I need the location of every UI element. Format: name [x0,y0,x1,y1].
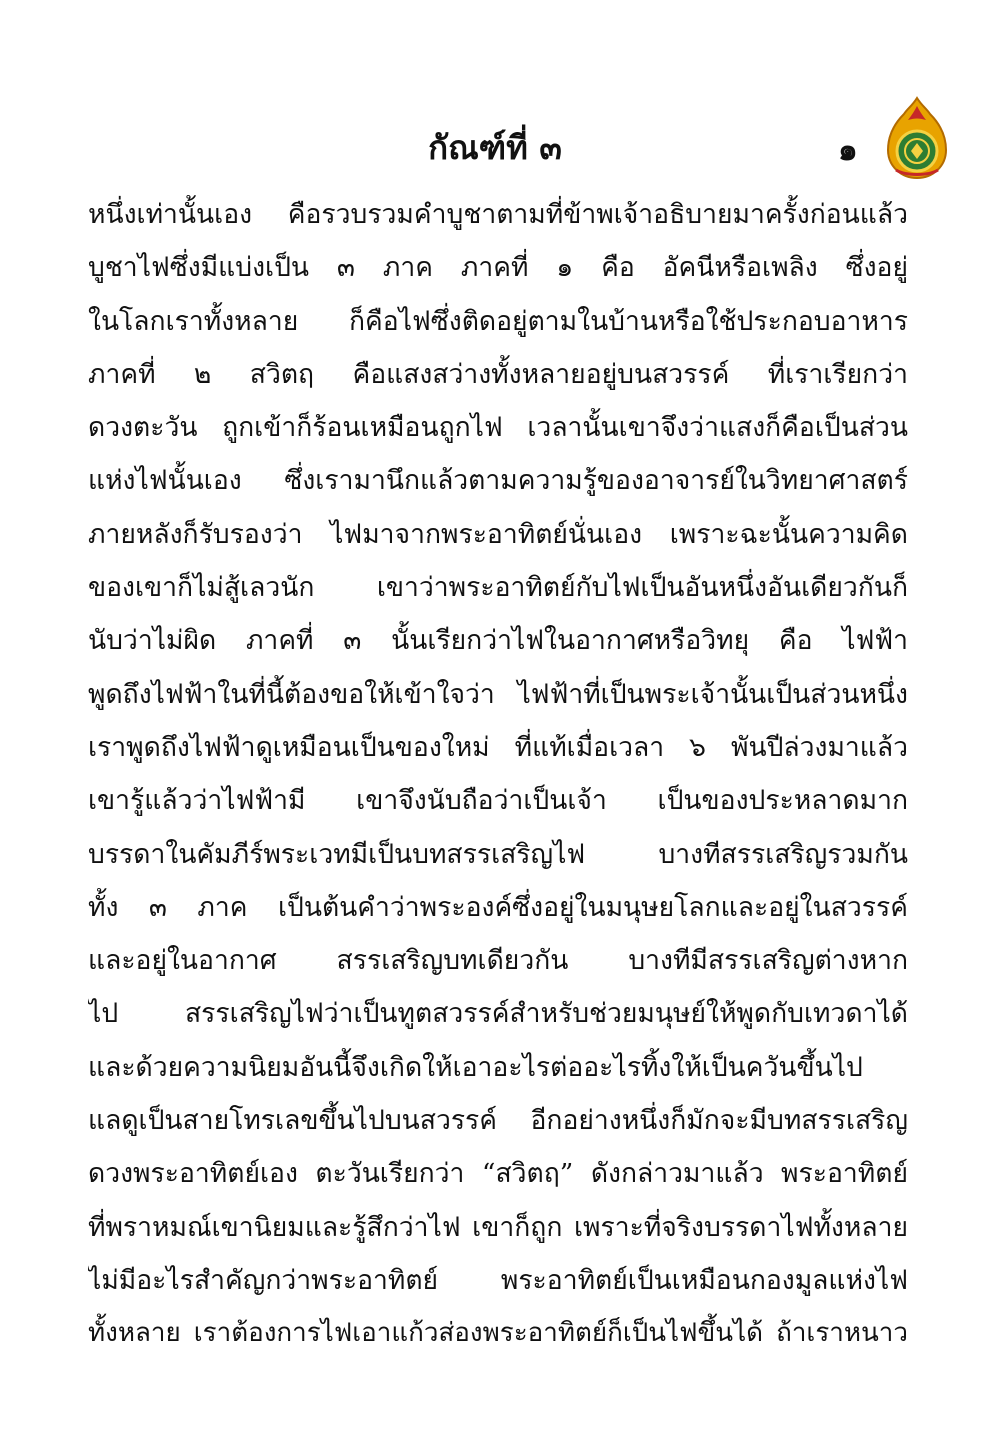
text-line: ไม่มีอะไรสำคัญกว่าพระอาทิตย์ พระอาทิตย์เป็นเหมือนกองมูลแห่งไฟ [88,1264,908,1296]
text-line: เขารู้แล้วว่าไฟฟ้ามี เขาจึงนับถือว่าเป็นเจ้า เป็นของประหลาดมาก [88,785,908,817]
text-line: เราพูดถึงไฟฟ้าดูเหมือนเป็นของใหม่ ที่แท้เมื่อเวลา ๖ พันปีล่วงมาแล้ว [88,731,908,763]
text-line: แลดูเป็นสายโทรเลขขึ้นไปบนสวรรค์ อีกอย่างหนึ่งก็มักจะมีบทสรรเสริญ [88,1105,908,1137]
text-line: และด้วยความนิยมอันนี้จึงเกิดให้เอาอะไรต่ออะไรทิ้งให้เป็นควันขึ้นไป [88,1051,863,1083]
text-line: ที่พราหมณ์เขานิยมและรู้สึกว่าไฟ เขาก็ถูก เพราะที่จริงบรรดาไฟทั้งหลาย [88,1211,908,1243]
text-line: ภายหลังก็รับรองว่า ไฟมาจากพระอาทิตย์นั่นเอง เพราะฉะนั้นความคิด [88,518,908,550]
text-line: หนึ่งเท่านั้นเอง คือรวบรวมคำบูชาตามที่ข้าพเจ้าอธิบายมาครั้งก่อนแล้ว [88,199,908,230]
text-line: และอยู่ในอากาศ สรรเสริญบทเดียวกัน บางทีมีสรรเสริญต่างหาก [88,945,908,977]
text-line: ไป สรรเสริญไฟว่าเป็นทูตสวรรค์สำหรับช่วยมนุษย์ให้พูดกับเทวดาได้ [88,998,908,1030]
text-line: ทั้งหลาย เราต้องการไฟเอาแก้วส่องพระอาทิตย์ก็เป็นไฟขึ้นได้ ถ้าเราหนาว [88,1318,908,1349]
text-line: ภาคที่ ๒ สวิตฤ คือแสงสว่างทั้งหลายอยู่บนสวรรค์ ที่เราเรียกว่า [88,358,908,390]
text-line: ทั้ง ๓ ภาค เป็นต้นคำว่าพระองค์ซึ่งอยู่ในมนุษยโลกและอยู่ในสวรรค์ [88,891,908,923]
page-number: ๑ [838,132,858,168]
text-line: ในโลกเราทั้งหลาย ก็คือไฟซึ่งติดอยู่ตามในบ้านหรือใช้ประกอบอาหาร [88,305,908,337]
text-line: ดวงพระอาทิตย์เอง ตะวันเรียกว่า “สวิตฤ” ดังกล่าวมาแล้ว พระอาทิตย์ [88,1158,908,1190]
text-line: แห่งไฟนั้นเอง ซึ่งเรามานึกแล้วตามความรู้ของอาจารย์ในวิทยาศาสตร์ [88,465,908,497]
body-text [88,188,908,1361]
chapter-title: กัณฑ์ที่ ๓ [428,128,562,167]
text-line: บรรดาในคัมภีร์พระเวทมีเป็นบทสรรเสริญไฟ บางทีสรรเสริญรวมกัน [88,838,908,870]
text-line: นับว่าไม่ผิด ภาคที่ ๓ นั้นเรียกว่าไฟในอากาศหรือวิทยุ คือ ไฟฟ้า [88,625,908,657]
text-line: ดวงตะวัน ถูกเข้าก็ร้อนเหมือนถูกไฟ เวลานั้นเขาจึงว่าแสงก็คือเป็นส่วน [88,412,908,444]
text-line: พูดถึงไฟฟ้าในที่นี้ต้องขอให้เข้าใจว่า ไฟฟ้าที่เป็นพระเจ้านั้นเป็นส่วนหนึ่ง [88,678,908,710]
text-line: ของเขาก็ไม่สู้เลวนัก เขาว่าพระอาทิตย์กับไฟเป็นอันหนึ่งอันเดียวกันก็ [88,572,908,604]
royal-seal-icon [886,96,948,180]
text-line: บูชาไฟซึ่งมีแบ่งเป็น ๓ ภาค ภาคที่ ๑ คือ อัคนีหรือเพลิง ซึ่งอยู่ [88,252,908,284]
